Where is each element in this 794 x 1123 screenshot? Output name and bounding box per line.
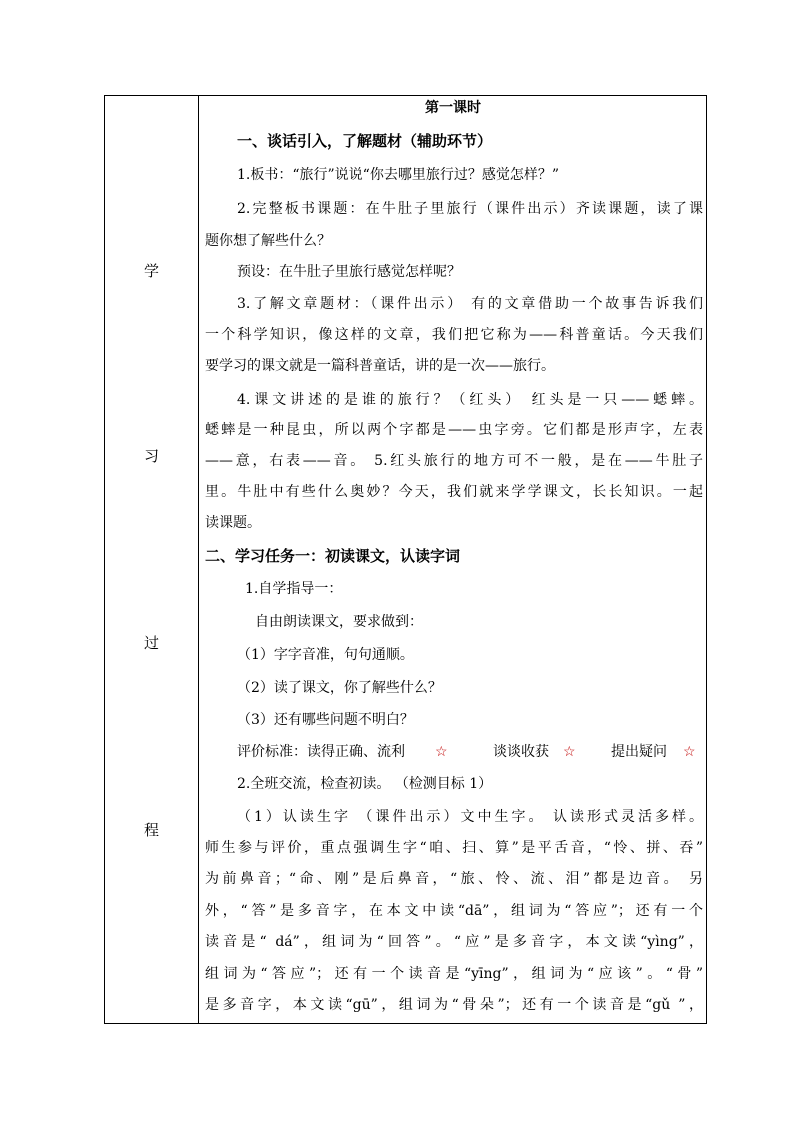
section1-p2-line2: 题你想了解些什么？ <box>205 233 331 249</box>
section1-p2-line1: 2.完整板书课题：在牛肚子里旅行（课件出示）齐读课题，读了课 <box>237 201 703 217</box>
chars-line1: （1）认读生字 （课件出示）文中生字。 认读形式灵活多样。 <box>237 809 703 825</box>
star-icon: ☆ <box>563 744 576 760</box>
section2-title: 二、学习任务一：初读课文，认读字词 <box>205 547 461 565</box>
chars-line5: 读音是“ dá”，组词为“回答”。“应”是多音字，本文读“yìng”， <box>205 934 703 950</box>
side-label-xi: 习 <box>143 447 159 465</box>
star-icon: ☆ <box>435 744 448 760</box>
section2-exchange: 2.全班交流，检查初读。 （检测目标 1） <box>237 776 493 792</box>
criteria-label: 评价标准：读得正确、流利 <box>237 744 405 760</box>
section1-p4-line2: 一个科学知识，像这样的文章，我们把它称为——科普童话。今天我们 <box>205 327 703 343</box>
star-icon: ☆ <box>683 744 696 760</box>
section2-item1: （1）字字音准，句句通顺。 <box>237 647 414 663</box>
side-label-cheng: 程 <box>143 821 159 839</box>
section1-p3: 预设：在牛肚子里旅行感觉怎样呢？ <box>237 264 461 280</box>
column-divider <box>198 96 199 1023</box>
chars-line7: 是多音字，本文读“gū”，组词为“骨朵”；还有一个读音是“gǔ ”， <box>205 997 703 1013</box>
criteria-harvest: 谈谈收获 <box>493 744 549 760</box>
chars-line2: 师生参与评价，重点强调生字“咱、扫、算”是平舌音，“怜、拼、吞” <box>205 840 703 856</box>
section1-p4-line1: 3.了解文章题材：（课件出示） 有的文章借助一个故事告诉我们 <box>237 296 703 312</box>
section1-p5-line5: 读课题。 <box>205 515 261 531</box>
criteria-question: 提出疑问 <box>611 744 667 760</box>
section1-p5-line1: 4.课文讲述的是谁的旅行？（红头） 红头是一只——蟋蟀。 <box>237 392 703 408</box>
side-label-xue: 学 <box>143 262 159 280</box>
section2-item2: （2）读了课文，你了解些什么？ <box>237 680 442 696</box>
section1-p1: 1.板书：“旅行”说说“你去哪里旅行过？感觉怎样？” <box>237 167 559 183</box>
chars-line3: 为前鼻音；“命、刚”是后鼻音，“旅、怜、流、泪”都是边音。 另 <box>205 871 703 887</box>
section1-p5-line2: 蟋蟀是一种昆虫，所以两个字都是——虫字旁。它们都是形声字，左表 <box>205 422 703 438</box>
section2-item3: （3）还有哪些问题不明白？ <box>237 712 414 728</box>
section2-req: 自由朗读课文，要求做到： <box>255 614 423 630</box>
section2-guide: 1.自学指导一： <box>245 581 343 597</box>
chars-line4: 外，“答”是多音字，在本文中读“dā”，组词为“答应”；还有一个 <box>205 903 703 919</box>
section1-title: 一、谈话引入，了解题材（辅助环节） <box>237 132 493 150</box>
section1-p4-line3: 要学习的课文就是一篇科普童话，讲的是一次——旅行。 <box>205 358 555 374</box>
section1-p5-line3: ——意，右表——音。 5.红头旅行的地方可不一般，是在——牛肚子 <box>205 453 703 469</box>
section1-p5-line4: 里。牛肚中有些什么奥妙？今天，我们就来学学课文，长长知识。一起 <box>205 484 703 500</box>
lesson-header: 第一课时 <box>425 100 481 116</box>
lesson-table <box>104 95 707 1024</box>
chars-line6: 组词为“答应”；还有一个读音是“yīng”，组词为“应该”。“骨” <box>205 966 703 982</box>
side-label-guo: 过 <box>143 634 159 652</box>
